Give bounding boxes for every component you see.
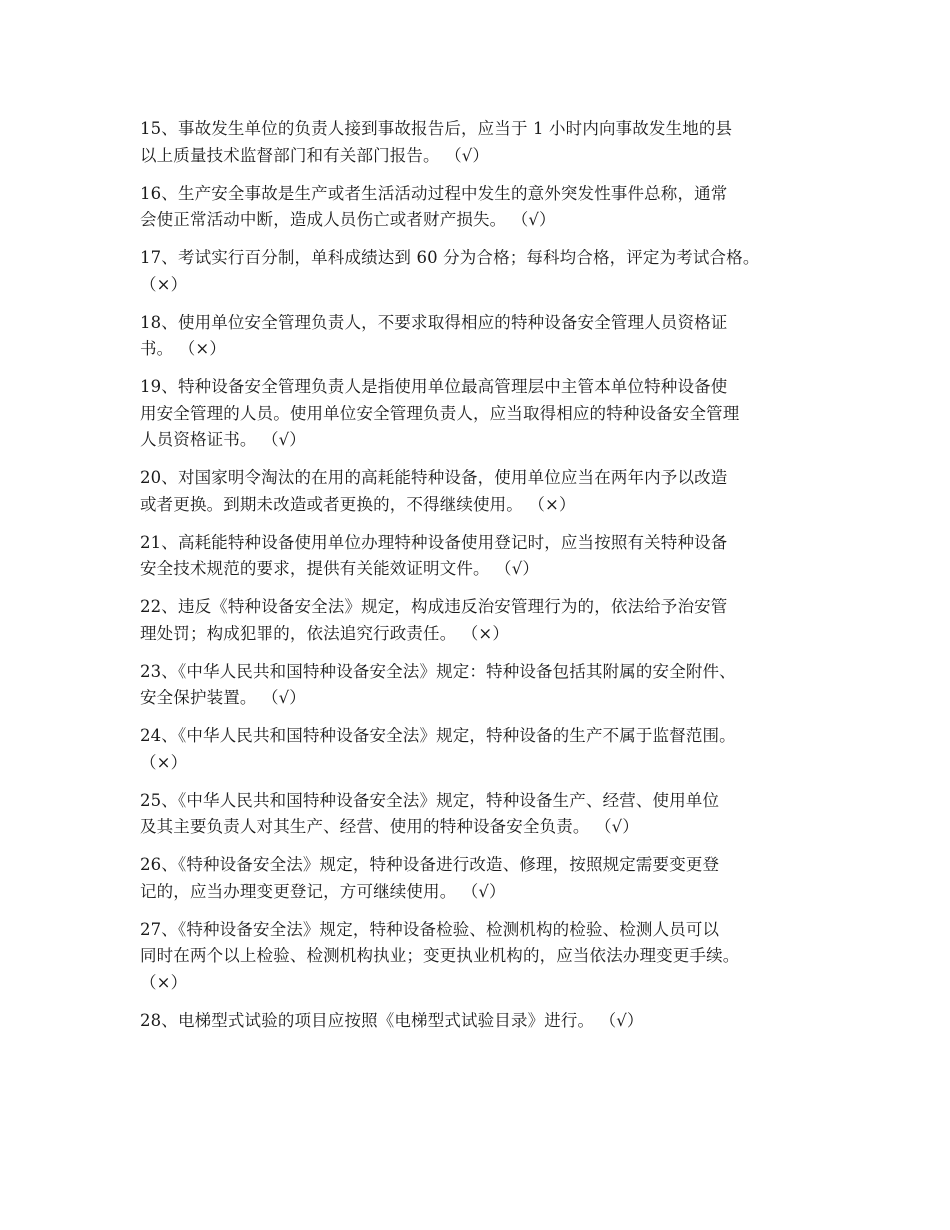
question-text-line: 27、《特种设备安全法》规定，特种设备检验、检测机构的检验、检测人员可以 <box>140 919 720 939</box>
question-item <box>140 788 830 841</box>
question-text-line: 22、违反《特种设备安全法》规定，构成违反治安管理行为的，依法给予治安管 <box>140 597 728 616</box>
question-list <box>140 116 830 1046</box>
question-text-line: （×） <box>140 972 188 992</box>
question-text-line: 28、电梯型式试验的项目应按照《电梯型式试验目录》进行。 （√） <box>140 1010 644 1030</box>
question-text-line: 26、《特种设备安全法》规定，特种设备进行改造、修理，按照规定需要变更登 <box>140 855 720 874</box>
question-item <box>140 310 830 363</box>
question-item <box>140 659 830 712</box>
question-text-line: 25、《中华人民共和国特种设备安全法》规定，特种设备生产、经营、使用单位 <box>140 790 720 810</box>
question-text-line: 或者更换。到期未改造或者更换的，不得继续使用。 （×） <box>140 494 576 514</box>
question-text-line: 17、考试实行百分制，单科成绩达到 60 分为合格；每科均合格，评定为考试合格。 <box>140 248 760 267</box>
question-text-line: 19、特种设备安全管理负责人是指使用单位最高管理层中主管本单位特种设备使 <box>140 377 728 396</box>
question-text-line: 以上质量技术监督部门和有关部门报告。 （√） <box>140 145 490 165</box>
question-item <box>140 181 830 234</box>
question-text-line: 23、《中华人民共和国特种设备安全法》规定：特种设备包括其附属的安全附件、 <box>140 661 736 681</box>
question-text-line: 18、使用单位安全管理负责人，不要求取得相应的特种设备安全管理人员资格证 <box>140 312 728 332</box>
question-text-line: 及其主要负责人对其生产、经营、使用的特种设备安全负责。 （√） <box>140 817 639 836</box>
question-text-line: 人员资格证书。 （√） <box>140 430 306 449</box>
question-text-line: 书。 （×） <box>140 339 226 358</box>
question-item <box>140 723 830 776</box>
question-text-line: 24、《中华人民共和国特种设备安全法》规定，特种设备的生产不属于监督范围。 <box>140 726 736 745</box>
question-text-line: 会使正常活动中断，造成人员伤亡或者财产损失。 （√） <box>140 210 556 229</box>
question-item <box>140 116 830 169</box>
question-text-line: 20、对国家明令淘汰的在用的高耗能特种设备，使用单位应当在两年内予以改造 <box>140 468 728 487</box>
question-item <box>140 374 830 454</box>
question-item <box>140 594 830 647</box>
question-text-line: 安全保护装置。 （√） <box>140 688 306 707</box>
question-text-line: 21、高耗能特种设备使用单位办理特种设备使用登记时，应当按照有关特种设备 <box>140 532 728 552</box>
question-text-line: 16、生产安全事故是生产或者生活活动过程中发生的意外突发性事件总称，通常 <box>140 183 728 203</box>
question-text-line: 同时在两个以上检验、检测机构执业；变更执业机构的，应当依法办理变更手续。 <box>140 946 740 965</box>
question-item <box>140 917 830 997</box>
question-text-line: 安全技术规范的要求，提供有关能效证明文件。 （√） <box>140 559 540 578</box>
question-item <box>140 530 830 583</box>
question-item <box>140 245 830 298</box>
question-text-line: 记的，应当办理变更登记，方可继续使用。 （√） <box>140 881 506 901</box>
question-item <box>140 1008 830 1035</box>
question-item <box>140 465 830 518</box>
question-item <box>140 852 830 905</box>
question-text-line: （×） <box>140 274 188 294</box>
question-text-line: （×） <box>140 752 188 772</box>
question-text-line: 用安全管理的人员。使用单位安全管理负责人，应当取得相应的特种设备安全管理 <box>140 403 740 423</box>
question-text-line: 理处罚；构成犯罪的，依法追究行政责任。 （×） <box>140 623 510 643</box>
question-text-line: 15、事故发生单位的负责人接到事故报告后，应当于 1 小时内向事故发生地的县 <box>140 119 733 138</box>
